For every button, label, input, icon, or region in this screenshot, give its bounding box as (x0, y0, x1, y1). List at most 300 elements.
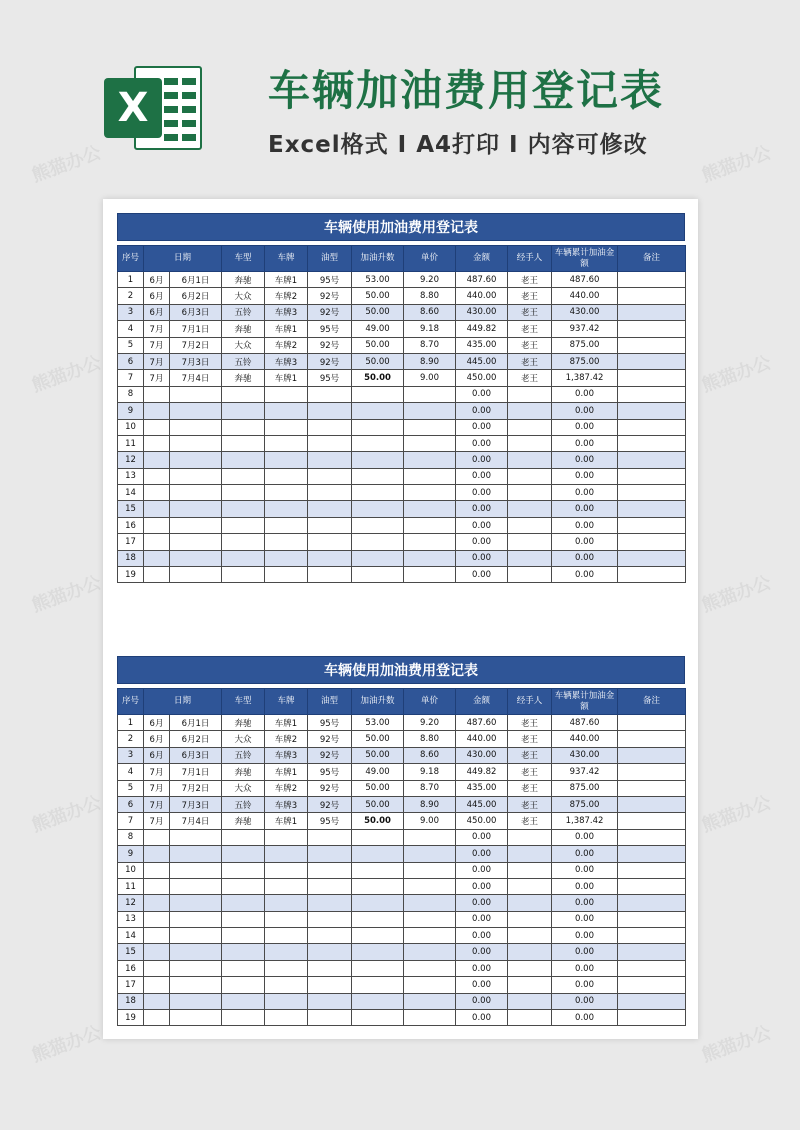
cell-fuel[interactable] (308, 501, 352, 517)
cell-liters[interactable] (352, 895, 404, 911)
cell-note[interactable] (618, 501, 686, 517)
cell-note[interactable] (618, 567, 686, 583)
cell-amount[interactable]: 0.00 (456, 878, 508, 894)
cell-liters[interactable]: 50.00 (352, 796, 404, 812)
cell-price[interactable] (404, 550, 456, 566)
cell-note[interactable] (618, 403, 686, 419)
cell-model[interactable]: 大众 (222, 780, 265, 796)
cell-date[interactable] (170, 468, 222, 484)
cell-model[interactable] (222, 878, 265, 894)
cell-amount[interactable]: 0.00 (456, 386, 508, 402)
cell-month[interactable] (144, 386, 170, 402)
cell-date[interactable]: 6月2日 (170, 288, 222, 304)
cell-liters[interactable] (352, 911, 404, 927)
cell-amount[interactable]: 487.60 (456, 715, 508, 731)
cell-no[interactable]: 3 (118, 304, 144, 320)
cell-no[interactable]: 11 (118, 435, 144, 451)
cell-amount[interactable]: 0.00 (456, 977, 508, 993)
cell-model[interactable] (222, 468, 265, 484)
cell-plate[interactable] (265, 862, 308, 878)
cell-plate[interactable] (265, 419, 308, 435)
cell-no[interactable]: 4 (118, 321, 144, 337)
cell-cumulative[interactable]: 430.00 (552, 304, 618, 320)
cell-fuel[interactable]: 95号 (308, 813, 352, 829)
cell-date[interactable] (170, 895, 222, 911)
cell-liters[interactable]: 50.00 (352, 813, 404, 829)
cell-liters[interactable] (352, 419, 404, 435)
cell-fuel[interactable]: 95号 (308, 321, 352, 337)
cell-fuel[interactable] (308, 550, 352, 566)
cell-plate[interactable] (265, 928, 308, 944)
cell-fuel[interactable] (308, 928, 352, 944)
cell-liters[interactable] (352, 468, 404, 484)
cell-date[interactable]: 7月2日 (170, 780, 222, 796)
cell-date[interactable] (170, 386, 222, 402)
cell-price[interactable]: 8.60 (404, 304, 456, 320)
cell-cumulative[interactable]: 875.00 (552, 780, 618, 796)
cell-date[interactable]: 6月1日 (170, 272, 222, 288)
cell-plate[interactable]: 车牌1 (265, 370, 308, 386)
cell-amount[interactable]: 0.00 (456, 944, 508, 960)
cell-note[interactable] (618, 468, 686, 484)
cell-handler[interactable] (508, 567, 552, 583)
cell-note[interactable] (618, 846, 686, 862)
cell-cumulative[interactable]: 0.00 (552, 911, 618, 927)
cell-fuel[interactable] (308, 944, 352, 960)
cell-date[interactable]: 7月3日 (170, 796, 222, 812)
cell-no[interactable]: 6 (118, 796, 144, 812)
cell-note[interactable] (618, 780, 686, 796)
cell-no[interactable]: 5 (118, 337, 144, 353)
cell-amount[interactable]: 0.00 (456, 534, 508, 550)
cell-note[interactable] (618, 1010, 686, 1026)
cell-note[interactable] (618, 829, 686, 845)
cell-handler[interactable] (508, 468, 552, 484)
cell-price[interactable]: 8.60 (404, 747, 456, 763)
cell-liters[interactable]: 53.00 (352, 272, 404, 288)
cell-liters[interactable]: 50.00 (352, 353, 404, 369)
cell-amount[interactable]: 435.00 (456, 337, 508, 353)
cell-month[interactable] (144, 944, 170, 960)
cell-fuel[interactable]: 95号 (308, 715, 352, 731)
cell-price[interactable] (404, 977, 456, 993)
cell-date[interactable] (170, 928, 222, 944)
cell-cumulative[interactable]: 0.00 (552, 895, 618, 911)
cell-no[interactable]: 4 (118, 764, 144, 780)
cell-amount[interactable]: 0.00 (456, 993, 508, 1009)
cell-month[interactable] (144, 550, 170, 566)
cell-handler[interactable] (508, 403, 552, 419)
cell-date[interactable] (170, 517, 222, 533)
cell-fuel[interactable] (308, 468, 352, 484)
cell-liters[interactable] (352, 517, 404, 533)
cell-fuel[interactable] (308, 435, 352, 451)
cell-fuel[interactable] (308, 419, 352, 435)
cell-date[interactable]: 6月3日 (170, 304, 222, 320)
cell-liters[interactable] (352, 960, 404, 976)
cell-model[interactable] (222, 567, 265, 583)
cell-handler[interactable]: 老王 (508, 780, 552, 796)
cell-plate[interactable] (265, 567, 308, 583)
cell-plate[interactable]: 车牌1 (265, 715, 308, 731)
cell-plate[interactable] (265, 468, 308, 484)
cell-model[interactable] (222, 944, 265, 960)
cell-note[interactable] (618, 960, 686, 976)
cell-fuel[interactable] (308, 1010, 352, 1026)
cell-handler[interactable]: 老王 (508, 715, 552, 731)
cell-amount[interactable]: 0.00 (456, 435, 508, 451)
cell-cumulative[interactable]: 1,387.42 (552, 370, 618, 386)
cell-amount[interactable]: 0.00 (456, 911, 508, 927)
cell-price[interactable] (404, 829, 456, 845)
cell-handler[interactable] (508, 895, 552, 911)
cell-liters[interactable]: 50.00 (352, 337, 404, 353)
cell-plate[interactable] (265, 1010, 308, 1026)
cell-handler[interactable] (508, 960, 552, 976)
cell-cumulative[interactable]: 0.00 (552, 567, 618, 583)
cell-date[interactable]: 7月4日 (170, 813, 222, 829)
cell-date[interactable] (170, 944, 222, 960)
cell-no[interactable]: 17 (118, 534, 144, 550)
cell-amount[interactable]: 450.00 (456, 370, 508, 386)
cell-amount[interactable]: 0.00 (456, 846, 508, 862)
cell-handler[interactable]: 老王 (508, 747, 552, 763)
cell-no[interactable]: 12 (118, 895, 144, 911)
cell-cumulative[interactable]: 430.00 (552, 747, 618, 763)
cell-cumulative[interactable]: 875.00 (552, 353, 618, 369)
cell-date[interactable] (170, 550, 222, 566)
cell-price[interactable]: 9.18 (404, 764, 456, 780)
cell-liters[interactable] (352, 386, 404, 402)
cell-handler[interactable] (508, 534, 552, 550)
cell-date[interactable]: 6月1日 (170, 715, 222, 731)
cell-no[interactable]: 18 (118, 993, 144, 1009)
cell-date[interactable] (170, 960, 222, 976)
cell-note[interactable] (618, 747, 686, 763)
cell-no[interactable]: 13 (118, 911, 144, 927)
cell-price[interactable] (404, 911, 456, 927)
cell-model[interactable]: 五铃 (222, 353, 265, 369)
cell-model[interactable] (222, 928, 265, 944)
cell-handler[interactable] (508, 485, 552, 501)
cell-amount[interactable]: 0.00 (456, 567, 508, 583)
cell-cumulative[interactable]: 0.00 (552, 485, 618, 501)
cell-amount[interactable]: 0.00 (456, 517, 508, 533)
cell-month[interactable]: 6月 (144, 304, 170, 320)
cell-liters[interactable] (352, 567, 404, 583)
cell-fuel[interactable]: 92号 (308, 731, 352, 747)
cell-amount[interactable]: 430.00 (456, 747, 508, 763)
cell-model[interactable] (222, 386, 265, 402)
cell-plate[interactable]: 车牌1 (265, 764, 308, 780)
cell-model[interactable] (222, 435, 265, 451)
cell-model[interactable] (222, 485, 265, 501)
cell-handler[interactable] (508, 878, 552, 894)
cell-price[interactable]: 9.00 (404, 370, 456, 386)
cell-cumulative[interactable]: 0.00 (552, 977, 618, 993)
cell-price[interactable] (404, 960, 456, 976)
cell-plate[interactable] (265, 501, 308, 517)
cell-plate[interactable]: 车牌3 (265, 747, 308, 763)
cell-no[interactable]: 15 (118, 944, 144, 960)
cell-model[interactable] (222, 993, 265, 1009)
cell-cumulative[interactable]: 0.00 (552, 501, 618, 517)
cell-cumulative[interactable]: 0.00 (552, 419, 618, 435)
cell-note[interactable] (618, 878, 686, 894)
cell-cumulative[interactable]: 0.00 (552, 468, 618, 484)
cell-month[interactable] (144, 403, 170, 419)
cell-note[interactable] (618, 911, 686, 927)
cell-cumulative[interactable]: 0.00 (552, 960, 618, 976)
cell-cumulative[interactable]: 0.00 (552, 1010, 618, 1026)
cell-no[interactable]: 1 (118, 272, 144, 288)
cell-no[interactable]: 7 (118, 370, 144, 386)
cell-price[interactable]: 8.80 (404, 731, 456, 747)
cell-fuel[interactable] (308, 517, 352, 533)
cell-cumulative[interactable]: 875.00 (552, 796, 618, 812)
cell-note[interactable] (618, 534, 686, 550)
cell-plate[interactable] (265, 550, 308, 566)
cell-liters[interactable] (352, 550, 404, 566)
cell-no[interactable]: 8 (118, 829, 144, 845)
cell-handler[interactable]: 老王 (508, 796, 552, 812)
cell-cumulative[interactable]: 487.60 (552, 272, 618, 288)
cell-plate[interactable] (265, 485, 308, 501)
cell-amount[interactable]: 0.00 (456, 468, 508, 484)
cell-cumulative[interactable]: 0.00 (552, 517, 618, 533)
cell-date[interactable] (170, 1010, 222, 1026)
cell-model[interactable]: 奔驰 (222, 813, 265, 829)
cell-model[interactable] (222, 960, 265, 976)
cell-handler[interactable] (508, 517, 552, 533)
cell-amount[interactable]: 0.00 (456, 485, 508, 501)
cell-price[interactable] (404, 452, 456, 468)
cell-note[interactable] (618, 337, 686, 353)
cell-no[interactable]: 14 (118, 485, 144, 501)
cell-note[interactable] (618, 304, 686, 320)
cell-month[interactable]: 6月 (144, 272, 170, 288)
cell-month[interactable]: 6月 (144, 715, 170, 731)
cell-price[interactable] (404, 468, 456, 484)
cell-date[interactable] (170, 485, 222, 501)
cell-plate[interactable]: 车牌1 (265, 813, 308, 829)
cell-handler[interactable] (508, 550, 552, 566)
cell-price[interactable] (404, 435, 456, 451)
cell-liters[interactable] (352, 534, 404, 550)
cell-note[interactable] (618, 370, 686, 386)
cell-plate[interactable] (265, 878, 308, 894)
cell-plate[interactable] (265, 846, 308, 862)
cell-liters[interactable]: 49.00 (352, 764, 404, 780)
cell-month[interactable]: 6月 (144, 747, 170, 763)
cell-plate[interactable] (265, 386, 308, 402)
cell-cumulative[interactable]: 440.00 (552, 288, 618, 304)
cell-amount[interactable]: 0.00 (456, 403, 508, 419)
cell-liters[interactable]: 50.00 (352, 780, 404, 796)
cell-month[interactable] (144, 1010, 170, 1026)
cell-liters[interactable] (352, 501, 404, 517)
cell-cumulative[interactable]: 0.00 (552, 944, 618, 960)
cell-model[interactable] (222, 895, 265, 911)
cell-no[interactable]: 8 (118, 386, 144, 402)
cell-cumulative[interactable]: 0.00 (552, 452, 618, 468)
cell-model[interactable]: 奔驰 (222, 370, 265, 386)
cell-model[interactable] (222, 829, 265, 845)
cell-fuel[interactable]: 92号 (308, 337, 352, 353)
cell-note[interactable] (618, 386, 686, 402)
cell-fuel[interactable]: 92号 (308, 796, 352, 812)
cell-cumulative[interactable]: 487.60 (552, 715, 618, 731)
cell-fuel[interactable]: 92号 (308, 747, 352, 763)
cell-plate[interactable]: 车牌1 (265, 272, 308, 288)
cell-no[interactable]: 10 (118, 862, 144, 878)
cell-date[interactable] (170, 878, 222, 894)
cell-liters[interactable] (352, 1010, 404, 1026)
cell-no[interactable]: 6 (118, 353, 144, 369)
cell-note[interactable] (618, 715, 686, 731)
cell-month[interactable]: 7月 (144, 780, 170, 796)
cell-model[interactable] (222, 911, 265, 927)
cell-liters[interactable]: 50.00 (352, 731, 404, 747)
cell-note[interactable] (618, 764, 686, 780)
cell-no[interactable]: 19 (118, 567, 144, 583)
cell-liters[interactable]: 50.00 (352, 747, 404, 763)
cell-amount[interactable]: 0.00 (456, 862, 508, 878)
cell-month[interactable]: 7月 (144, 764, 170, 780)
cell-liters[interactable] (352, 403, 404, 419)
cell-price[interactable] (404, 878, 456, 894)
cell-price[interactable]: 8.70 (404, 780, 456, 796)
cell-no[interactable]: 12 (118, 452, 144, 468)
cell-price[interactable]: 8.80 (404, 288, 456, 304)
cell-no[interactable]: 9 (118, 846, 144, 862)
cell-handler[interactable] (508, 977, 552, 993)
cell-plate[interactable]: 车牌2 (265, 288, 308, 304)
cell-no[interactable]: 7 (118, 813, 144, 829)
cell-note[interactable] (618, 796, 686, 812)
cell-plate[interactable]: 车牌2 (265, 337, 308, 353)
cell-model[interactable]: 奔驰 (222, 715, 265, 731)
cell-month[interactable]: 7月 (144, 813, 170, 829)
cell-price[interactable] (404, 928, 456, 944)
cell-handler[interactable] (508, 862, 552, 878)
cell-cumulative[interactable]: 937.42 (552, 764, 618, 780)
cell-amount[interactable]: 0.00 (456, 928, 508, 944)
cell-amount[interactable]: 0.00 (456, 550, 508, 566)
cell-handler[interactable] (508, 452, 552, 468)
cell-plate[interactable]: 车牌2 (265, 780, 308, 796)
cell-date[interactable] (170, 567, 222, 583)
cell-price[interactable]: 9.20 (404, 715, 456, 731)
cell-liters[interactable] (352, 878, 404, 894)
cell-price[interactable] (404, 485, 456, 501)
cell-cumulative[interactable]: 0.00 (552, 862, 618, 878)
cell-no[interactable]: 10 (118, 419, 144, 435)
cell-fuel[interactable] (308, 452, 352, 468)
cell-amount[interactable]: 0.00 (456, 419, 508, 435)
cell-cumulative[interactable]: 0.00 (552, 386, 618, 402)
cell-date[interactable]: 7月1日 (170, 764, 222, 780)
cell-amount[interactable]: 430.00 (456, 304, 508, 320)
cell-no[interactable]: 16 (118, 960, 144, 976)
cell-handler[interactable] (508, 846, 552, 862)
cell-model[interactable]: 奔驰 (222, 764, 265, 780)
cell-note[interactable] (618, 435, 686, 451)
cell-date[interactable] (170, 829, 222, 845)
cell-month[interactable] (144, 534, 170, 550)
cell-date[interactable]: 6月3日 (170, 747, 222, 763)
cell-model[interactable] (222, 517, 265, 533)
cell-plate[interactable] (265, 435, 308, 451)
cell-note[interactable] (618, 272, 686, 288)
cell-month[interactable] (144, 452, 170, 468)
cell-handler[interactable]: 老王 (508, 813, 552, 829)
cell-handler[interactable] (508, 1010, 552, 1026)
cell-plate[interactable]: 车牌1 (265, 321, 308, 337)
cell-cumulative[interactable]: 0.00 (552, 550, 618, 566)
cell-cumulative[interactable]: 0.00 (552, 534, 618, 550)
cell-note[interactable] (618, 731, 686, 747)
cell-no[interactable]: 19 (118, 1010, 144, 1026)
cell-date[interactable] (170, 977, 222, 993)
cell-handler[interactable] (508, 829, 552, 845)
cell-plate[interactable] (265, 911, 308, 927)
cell-date[interactable]: 7月3日 (170, 353, 222, 369)
cell-fuel[interactable] (308, 403, 352, 419)
cell-date[interactable]: 7月4日 (170, 370, 222, 386)
cell-cumulative[interactable]: 937.42 (552, 321, 618, 337)
cell-handler[interactable] (508, 435, 552, 451)
cell-plate[interactable]: 车牌3 (265, 304, 308, 320)
cell-fuel[interactable] (308, 993, 352, 1009)
cell-date[interactable] (170, 435, 222, 451)
cell-amount[interactable]: 449.82 (456, 764, 508, 780)
cell-handler[interactable] (508, 911, 552, 927)
cell-liters[interactable] (352, 829, 404, 845)
cell-price[interactable] (404, 862, 456, 878)
cell-cumulative[interactable]: 875.00 (552, 337, 618, 353)
cell-handler[interactable] (508, 501, 552, 517)
cell-liters[interactable] (352, 452, 404, 468)
cell-model[interactable] (222, 862, 265, 878)
cell-no[interactable]: 2 (118, 731, 144, 747)
cell-liters[interactable]: 50.00 (352, 304, 404, 320)
cell-note[interactable] (618, 485, 686, 501)
cell-price[interactable]: 9.18 (404, 321, 456, 337)
cell-plate[interactable] (265, 960, 308, 976)
cell-month[interactable] (144, 977, 170, 993)
cell-fuel[interactable]: 95号 (308, 764, 352, 780)
cell-month[interactable]: 6月 (144, 731, 170, 747)
cell-cumulative[interactable]: 0.00 (552, 878, 618, 894)
cell-month[interactable] (144, 501, 170, 517)
cell-note[interactable] (618, 895, 686, 911)
cell-fuel[interactable] (308, 862, 352, 878)
cell-model[interactable] (222, 550, 265, 566)
cell-model[interactable] (222, 977, 265, 993)
cell-plate[interactable] (265, 517, 308, 533)
cell-date[interactable]: 7月2日 (170, 337, 222, 353)
cell-fuel[interactable] (308, 846, 352, 862)
cell-amount[interactable]: 450.00 (456, 813, 508, 829)
cell-cumulative[interactable]: 0.00 (552, 993, 618, 1009)
cell-handler[interactable] (508, 944, 552, 960)
cell-plate[interactable]: 车牌2 (265, 731, 308, 747)
cell-amount[interactable]: 445.00 (456, 353, 508, 369)
cell-fuel[interactable] (308, 977, 352, 993)
cell-fuel[interactable] (308, 534, 352, 550)
cell-price[interactable] (404, 993, 456, 1009)
